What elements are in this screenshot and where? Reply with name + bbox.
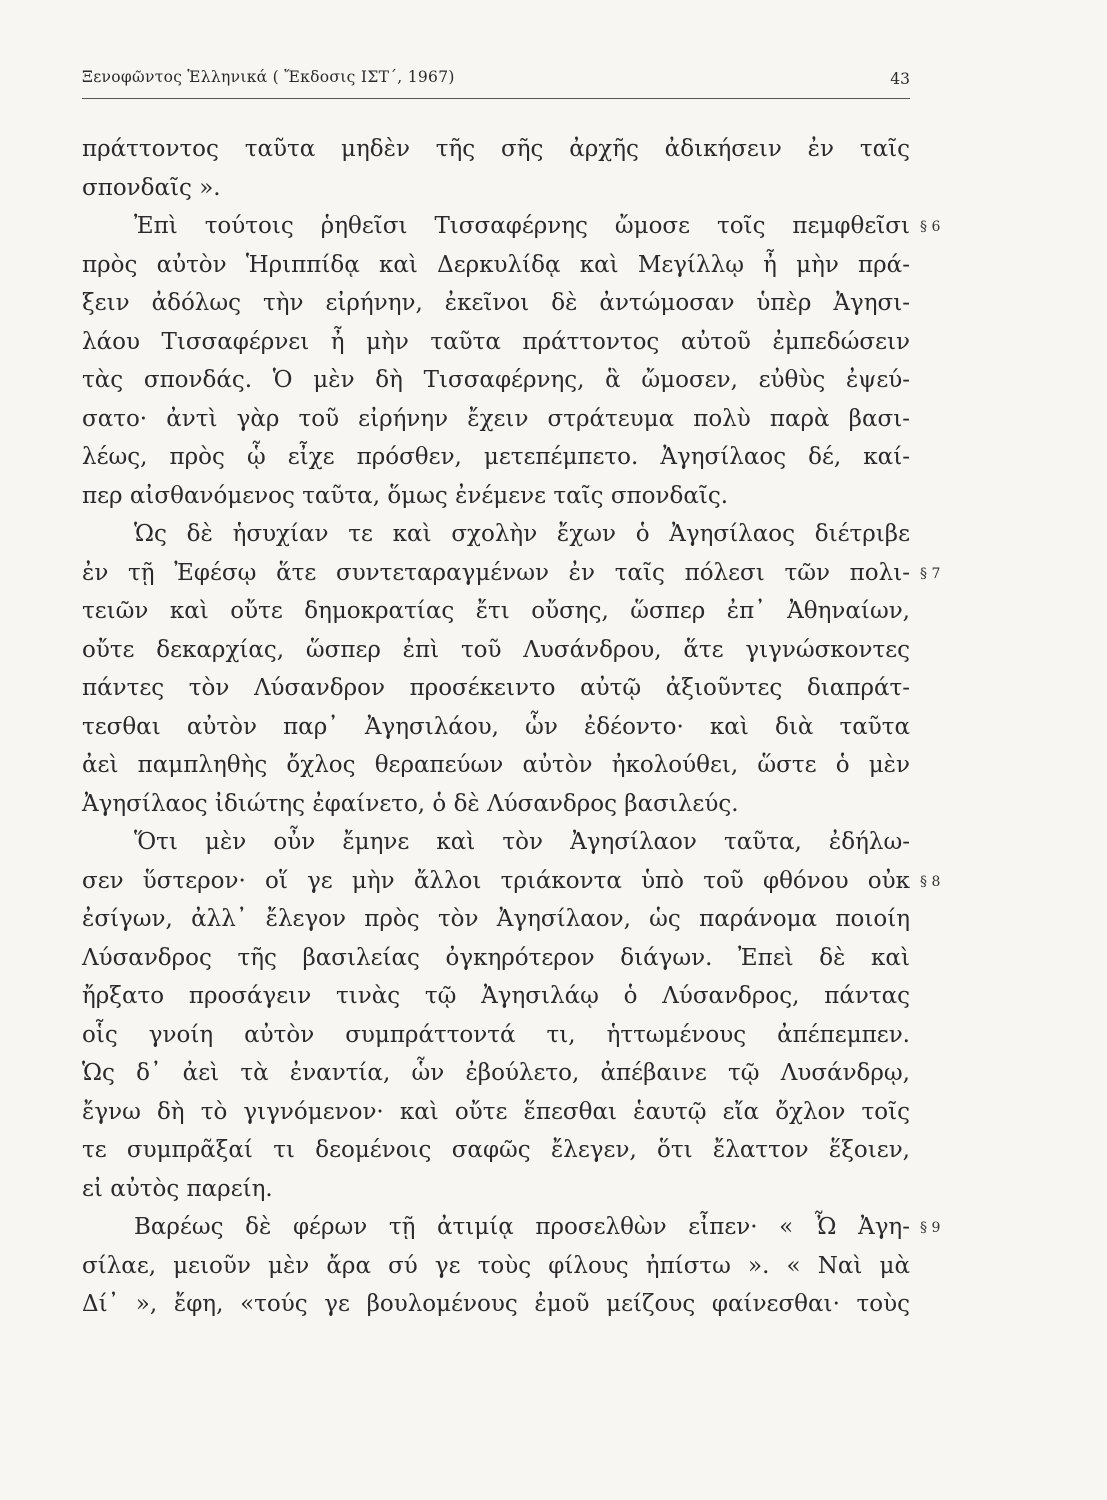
text-line: Ὅτι μὲν οὖν ἔμηνε καὶ τὸν Ἀγησίλαον ταῦτα, ἐδήλω-: [134, 829, 910, 855]
section-marker-6: § 6: [920, 219, 941, 235]
text-line: ἀεὶ παμπληθὴς ὄχλος θεραπεύων αὐτὸν ἠκολούθει, ὥστε ὁ μὲν: [82, 752, 910, 778]
text-line: Ἀγησίλαος ἰδιώτης ἐφαίνετο, ὁ δὲ Λύσανδρος βασιλεύς.: [82, 790, 739, 817]
text-line: λέως, πρὸς ᾧ εἶχε πρόσθεν, μετεπέμπετο. Ἀγησίλαος δέ, καί-: [82, 444, 910, 470]
text-line: ἔγνω δὴ τὸ γιγνόμενον· καὶ οὔτε ἕπεσθαι ἑαυτῷ εἴα ὄχλον τοῖς: [82, 1098, 910, 1125]
text-line: τεσθαι αὐτὸν παρ᾽ Ἀγησιλάου, ὧν ἐδέοντο· καὶ διὰ ταῦτα: [82, 713, 910, 740]
text-line: πάντες τὸν Λύσανδρον προσέκειντο αὐτῷ ἀξιοῦντες διαπράτ-: [82, 675, 910, 701]
text-line: τειῶν καὶ οὔτε δημοκρατίας ἔτι οὔσης, ὥσπερ ἐπ᾽ Ἀθηναίων,: [82, 598, 910, 624]
body-text: [82, 130, 910, 1324]
page-number: 43: [890, 70, 910, 88]
text-line: ἐσίγων, ἀλλ᾽ ἔλεγον πρὸς τὸν Ἀγησίλαον, ὡς παράνομα ποιοίη: [82, 906, 910, 932]
running-header: [82, 64, 910, 99]
text-line: Βαρέως δὲ φέρων τῇ ἀτιμίᾳ προσελθὼν εἶπεν· « Ὦ Ἀγη-: [134, 1214, 910, 1240]
text-line: λάου Τισσαφέρνει ἦ μὴν ταῦτα πράττοντος αὐτοῦ ἐμπεδώσειν: [82, 328, 910, 355]
text-line: Δί᾽ », ἔφη, «τούς γε βουλομένους ἐμοῦ μείζους φαίνεσθαι· τοὺς: [82, 1291, 910, 1317]
text-line: Ὡς δὲ ἡσυχίαν τε καὶ σχολὴν ἔχων ὁ Ἀγησίλαος διέτριβε: [134, 521, 910, 547]
text-line: πρὸς αὐτὸν Ἡριππίδᾳ καὶ Δερκυλίδᾳ καὶ Μεγίλλῳ ἦ μὴν πρά-: [82, 251, 910, 278]
text-line: ἐν τῇ Ἐφέσῳ ἅτε συντεταραγμένων ἐν ταῖς πόλεσι τῶν πολι-: [82, 559, 910, 586]
text-line: ξειν ἀδόλως τὴν εἰρήνην, ἐκεῖνοι δὲ ἀντώμοσαν ὑπὲρ Ἀγησι-: [82, 290, 910, 316]
text-line: οὔτε δεκαρχίας, ὥσπερ ἐπὶ τοῦ Λυσάνδρου, ἅτε γιγνώσκοντες: [82, 636, 910, 663]
text-line: Λύσανδρος τῆς βασιλείας ὀγκηρότερον διάγων. Ἐπεὶ δὲ καὶ: [82, 944, 910, 971]
section-marker-8: § 8: [920, 873, 941, 890]
text-line: σεν ὕστερον· οἵ γε μὴν ἄλλοι τριάκοντα ὑπὸ τοῦ φθόνου οὐκ: [82, 867, 910, 894]
text-line: εἰ αὐτὸς παρείη.: [82, 1175, 273, 1202]
text-line: σατο· ἀντὶ γὰρ τοῦ εἰρήνην ἔχειν στράτευμα πολὺ παρὰ βασι-: [82, 405, 910, 432]
text-line: περ αἰσθανόμενος ταῦτα, ὅμως ἐνέμενε ταῖς σπονδαῖς.: [82, 482, 729, 509]
text-line: Ἐπὶ τούτοις ῥηθεῖσι Τισσαφέρνης ὤμοσε τοῖς πεμφθεῖσι: [134, 213, 910, 239]
running-head-title: Ξενοφῶντος Ἑλληνικά ( Ἔκδοσις ΙΣΤ΄, 1967): [82, 68, 455, 86]
text-line: Ὡς δ᾽ ἀεὶ τὰ ἐναντία, ὧν ἐβούλετο, ἀπέβαινε τῷ Λυσάνδρῳ,: [82, 1060, 910, 1086]
text-line: ἤρξατο προσάγειν τινὰς τῷ Ἀγησιλάῳ ὁ Λύσανδρος, πάντας: [82, 983, 910, 1009]
text-line: τε συμπρᾶξαί τι δεομένοις σαφῶς ἔλεγεν, ὅτι ἔλαττον ἕξοιεν,: [82, 1137, 910, 1163]
text-line: οἷς γνοίη αὐτὸν συμπράττοντά τι, ἡττωμένους ἀπέπεμπεν.: [82, 1021, 910, 1048]
text-line: σίλαε, μειοῦν μὲν ἄρα σύ γε τοὺς φίλους ἠπίστω ». « Ναὶ μὰ: [82, 1252, 910, 1279]
section-marker-9: § 9: [920, 1220, 941, 1236]
text-line: πράττοντος ταῦτα μηδὲν τῆς σῆς ἀρχῆς ἀδικήσειν ἐν ταῖς: [82, 136, 910, 162]
text-line: σπονδαῖς ».: [82, 174, 221, 201]
section-marker-7: § 7: [920, 565, 941, 582]
text-line: τὰς σπονδάς. Ὁ μὲν δὴ Τισσαφέρνης, ἃ ὤμοσεν, εὐθὺς ἐψεύ-: [82, 367, 910, 393]
